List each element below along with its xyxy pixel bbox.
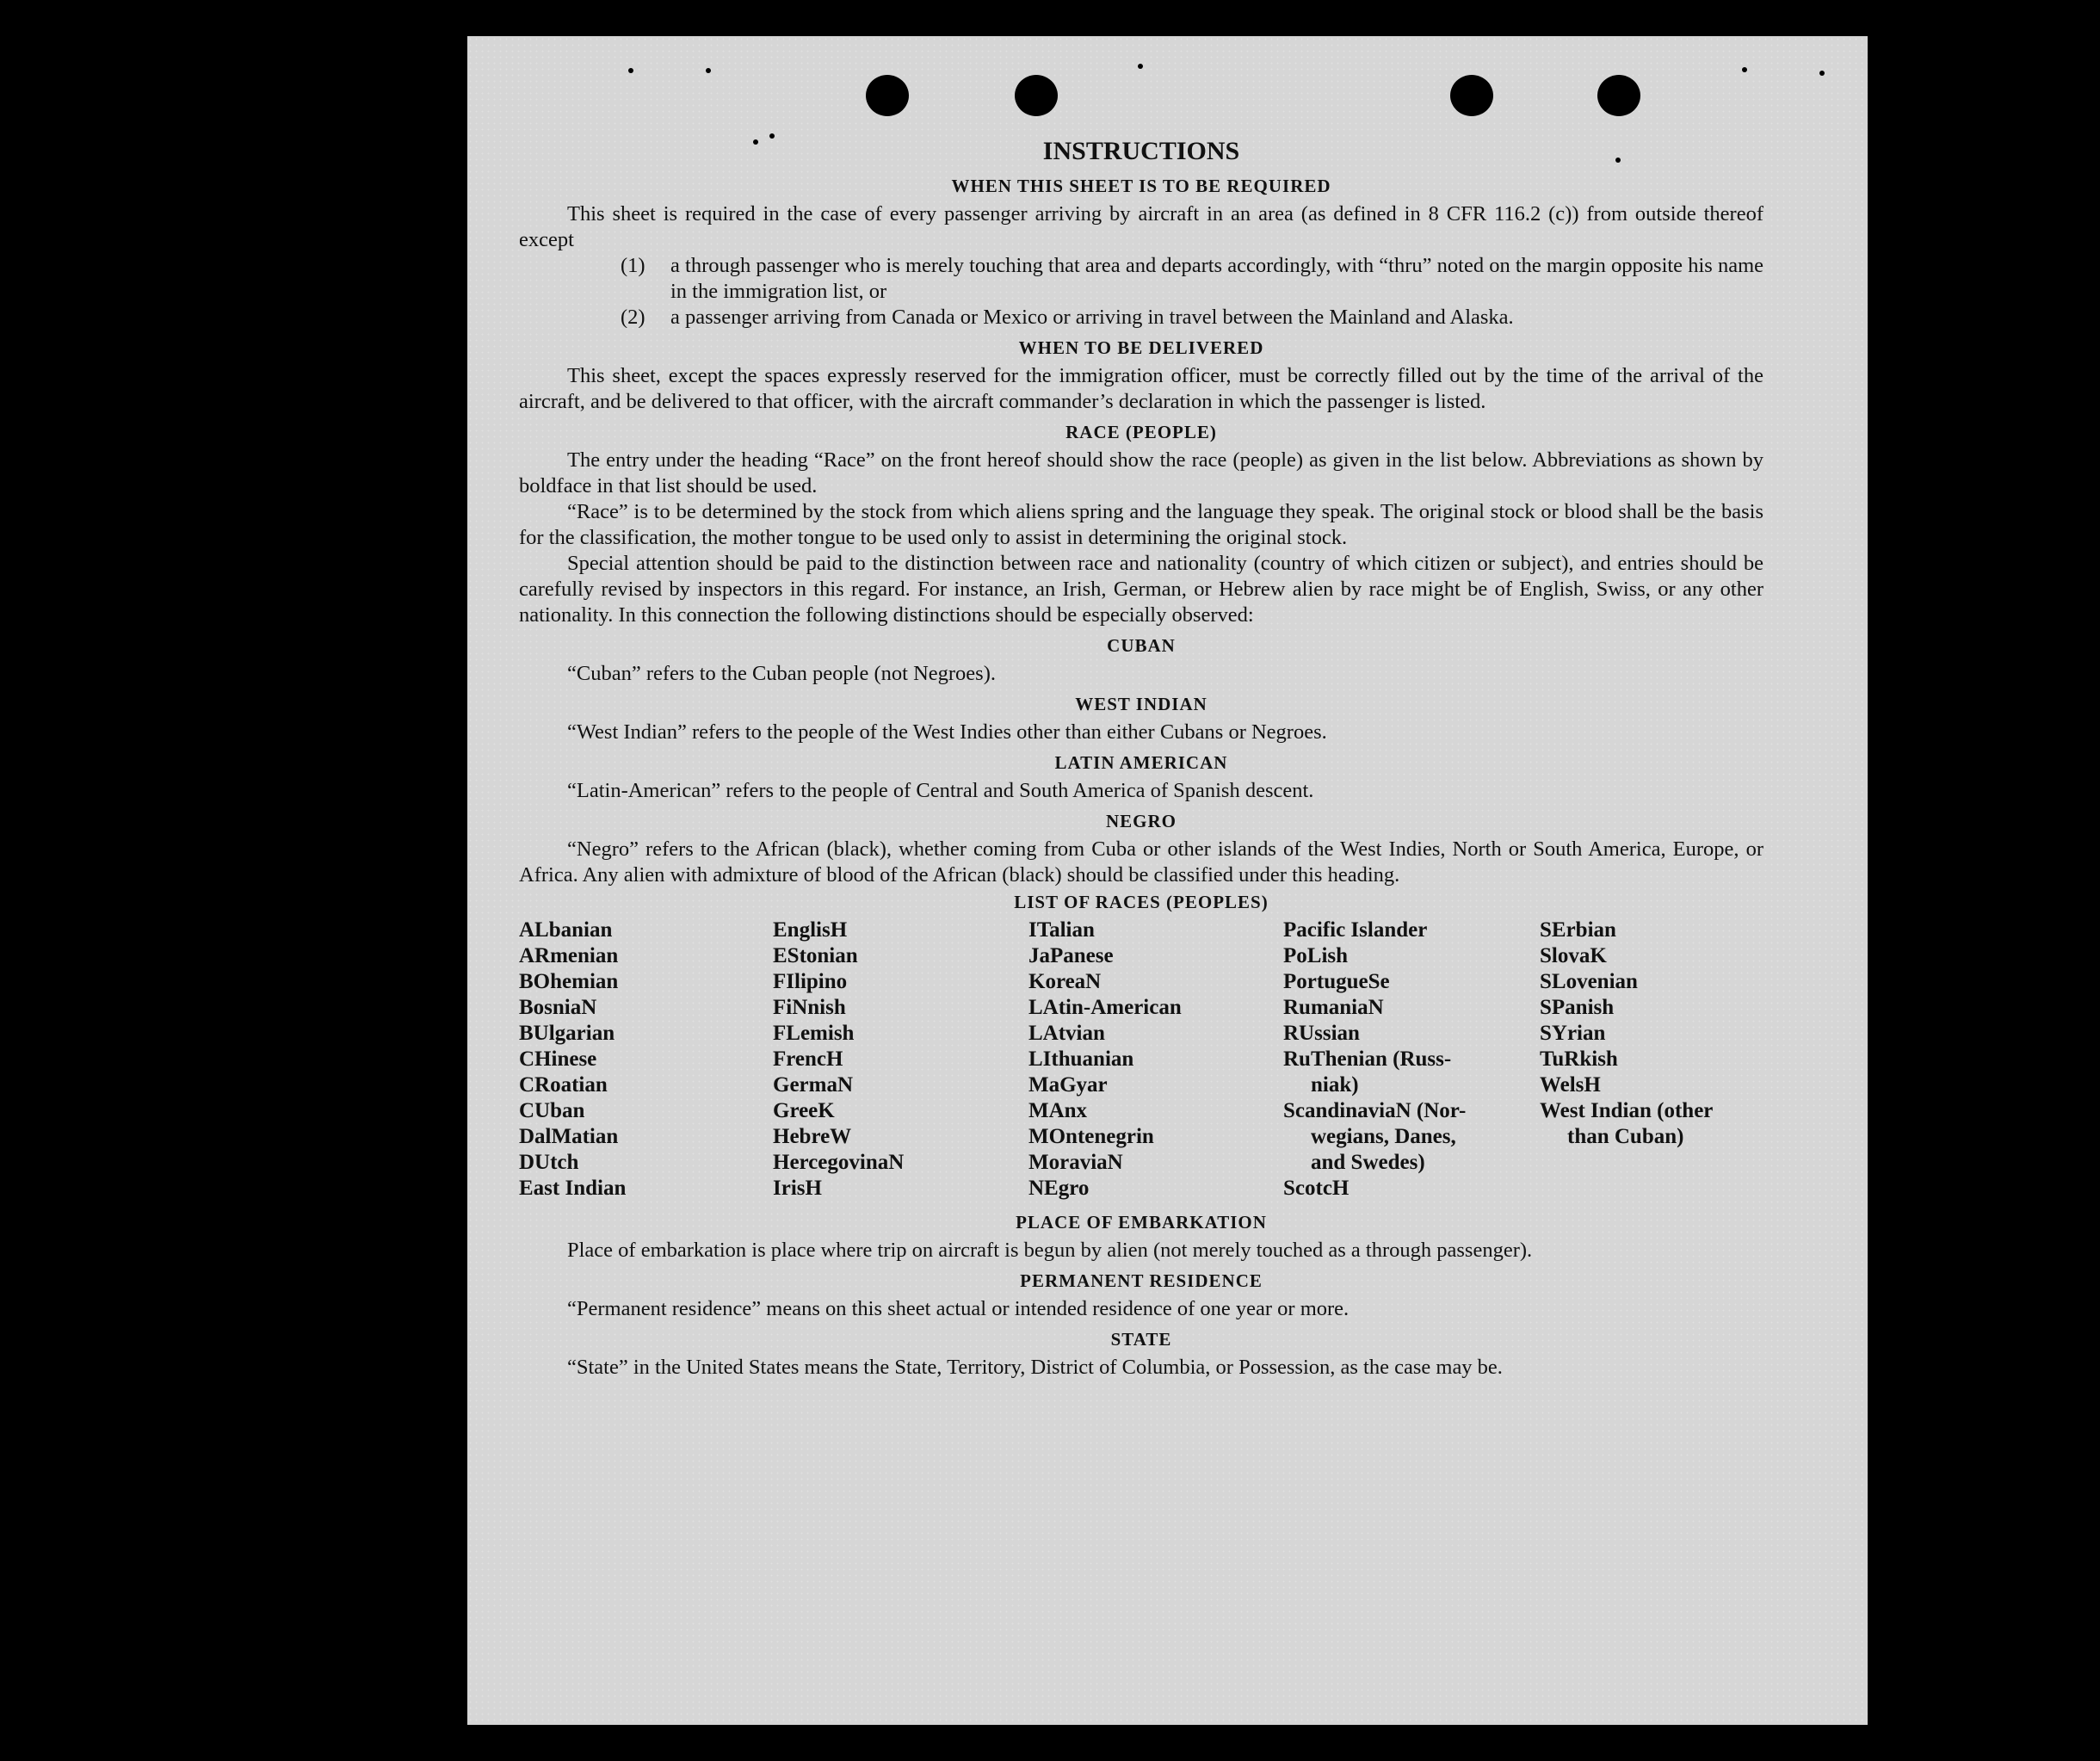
document-sheet <box>467 36 1868 1725</box>
race-entry: EStonian <box>773 944 858 967</box>
races-column-3 <box>1028 918 1283 1202</box>
section-heading-when-required: WHEN THIS SHEET IS TO BE REQUIRED <box>951 176 1331 196</box>
punch-hole <box>1450 75 1493 116</box>
race-entry: LAtvian <box>1028 1022 1105 1045</box>
race-entry: Pacific Islander <box>1283 918 1428 942</box>
race-entry: MOntenegrin <box>1028 1125 1154 1148</box>
section-heading-cuban: CUBAN <box>1107 635 1176 656</box>
race-entry: DalMatian <box>519 1125 619 1148</box>
race-entry: RUssian <box>1283 1022 1360 1045</box>
race-entry: RuThenian (Russ- <box>1283 1047 1452 1071</box>
race-entry-continued: and Swedes) <box>1311 1151 1425 1174</box>
race-entry: HercegovinaN <box>773 1151 905 1174</box>
race-entry-continued: wegians, Danes, <box>1311 1125 1456 1148</box>
race-entry: LIthuanian <box>1028 1047 1134 1071</box>
when-required-intro: This sheet is required in the case of every passenger arriving by aircraft in an area (as defined in 8 CFR 116.2 (c)) from outside thereof except <box>519 202 1763 251</box>
speck <box>628 68 633 73</box>
race-entry: ALbanian <box>519 918 613 942</box>
item-number: (1) <box>621 254 645 277</box>
race-paragraph-1: The entry under the heading “Race” on the front hereof should show the race (people) as given in the list below. Abbreviations as shown by boldface in that list should be used. <box>519 448 1763 497</box>
race-entry: DUtch <box>519 1151 579 1174</box>
section-heading-when-delivered: WHEN TO BE DELIVERED <box>1018 337 1264 358</box>
race-entry: MaGyar <box>1028 1073 1108 1097</box>
section-heading-list-of-races: LIST OF RACES (PEOPLES) <box>1014 892 1269 912</box>
page-title: INSTRUCTIONS <box>1042 137 1240 165</box>
races-column-4 <box>1283 918 1540 1202</box>
races-list <box>519 918 1763 1202</box>
negro-text: “Negro” refers to the African (black), whether coming from Cuba or other islands of the West Indies, North or South America, Europe, or Africa. Any alien with admixture of blood of the African (black) should be classified under this heading. <box>519 837 1763 887</box>
race-entry: SErbian <box>1540 918 1616 942</box>
race-entry: PortugueSe <box>1283 970 1390 993</box>
race-entry: BOhemian <box>519 970 619 993</box>
race-entry: SlovaK <box>1540 944 1607 967</box>
section-heading-west-indian: WEST INDIAN <box>1075 694 1208 714</box>
when-delivered-text: This sheet, except the spaces expressly reserved for the immigration officer, must be correctly filled out by the time of the arrival of the aircraft, and be delivered to that officer, with the aircraft commander’s declaration in which the passenger is listed. <box>519 364 1763 413</box>
speck <box>1138 64 1143 69</box>
race-entry: BosniaN <box>519 996 597 1019</box>
race-entry: FIlipino <box>773 970 848 993</box>
race-entry: FLemish <box>773 1022 855 1045</box>
race-entry: RumaniaN <box>1283 996 1384 1019</box>
race-entry: ScandinaviaN (Nor- <box>1283 1099 1467 1122</box>
speck <box>1819 71 1825 76</box>
races-column-1 <box>519 918 773 1202</box>
race-entry: SLovenian <box>1540 970 1638 993</box>
race-paragraph-2: “Race” is to be determined by the stock from which aliens spring and the language they speak. The original stock or blood shall be the basis for the classification, the mother tongue to be used only to assist in determining the original stock. <box>519 500 1763 549</box>
race-entry: TuRkish <box>1540 1047 1618 1071</box>
punch-hole <box>1597 75 1640 116</box>
race-entry: FiNnish <box>773 996 846 1019</box>
race-entry: BUlgarian <box>519 1022 615 1045</box>
race-entry: FrencH <box>773 1047 843 1071</box>
item-text: a passenger arriving from Canada or Mexico or arriving in travel between the Mainland and Alaska. <box>670 306 1514 329</box>
race-entry-continued: than Cuban) <box>1567 1125 1684 1148</box>
race-entry: CUban <box>519 1099 585 1122</box>
race-entry: ScotcH <box>1283 1177 1350 1200</box>
race-entry: PoLish <box>1283 944 1349 967</box>
race-entry: ARmenian <box>519 944 619 967</box>
speck <box>1742 67 1747 72</box>
section-heading-place-of-embarkation: PLACE OF EMBARKATION <box>1016 1212 1267 1233</box>
race-entry: MAnx <box>1028 1099 1088 1122</box>
exception-item <box>621 305 1763 331</box>
section-heading-latin-american: LATIN AMERICAN <box>1054 752 1228 773</box>
instructions-content <box>519 134 1763 1381</box>
race-entry: MoraviaN <box>1028 1151 1123 1174</box>
speck <box>706 68 711 73</box>
item-text: a through passenger who is merely touching that area and departs accordingly, with “thru” noted on the margin opposite his name in the immigration list, or <box>670 254 1763 303</box>
race-entry: ITalian <box>1028 918 1095 942</box>
race-entry: GreeK <box>773 1099 835 1122</box>
section-heading-state: STATE <box>1110 1329 1172 1350</box>
section-heading-race: RACE (PEOPLE) <box>1065 422 1217 442</box>
race-entry: West Indian (other <box>1540 1099 1714 1122</box>
race-entry: EnglisH <box>773 918 848 942</box>
race-entry: GermaN <box>773 1073 854 1097</box>
section-heading-permanent-residence: PERMANENT RESIDENCE <box>1020 1270 1263 1291</box>
race-paragraph-3: Special attention should be paid to the distinction between race and nationality (country of which citizen or subject), and entries should be carefully revised by inspectors in this regard. For instance, an Irish, German, or Hebrew alien by race might be of English, Swiss, or any other nationality. In this connection the following distinctions should be especially observed: <box>519 552 1763 627</box>
race-entry: HebreW <box>773 1125 852 1148</box>
race-entry: IrisH <box>773 1177 822 1200</box>
cuban-text: “Cuban” refers to the Cuban people (not Negroes). <box>567 662 996 685</box>
place-of-embarkation-text: Place of embarkation is place where trip on aircraft is begun by alien (not merely touched as a through passenger). <box>567 1239 1533 1262</box>
state-text: “State” in the United States means the State, Territory, District of Columbia, or Possession, as the case may be. <box>567 1356 1503 1379</box>
race-entry-continued: niak) <box>1311 1073 1359 1097</box>
exception-item <box>621 253 1763 305</box>
punch-hole <box>866 75 909 116</box>
race-entry: JaPanese <box>1028 944 1114 967</box>
race-entry: SYrian <box>1540 1022 1606 1045</box>
race-entry: WelsH <box>1540 1073 1601 1097</box>
west-indian-text: “West Indian” refers to the people of the West Indies other than either Cubans or Negroes. <box>567 720 1327 744</box>
section-heading-negro: NEGRO <box>1105 811 1177 831</box>
punch-hole <box>1015 75 1058 116</box>
races-column-2 <box>773 918 1028 1202</box>
latin-american-text: “Latin-American” refers to the people of Central and South America of Spanish descent. <box>567 779 1314 802</box>
race-entry: CHinese <box>519 1047 597 1071</box>
race-entry: CRoatian <box>519 1073 608 1097</box>
race-entry: NEgro <box>1028 1177 1090 1200</box>
race-entry: LAtin-American <box>1028 996 1182 1019</box>
permanent-residence-text: “Permanent residence” means on this sheet actual or intended residence of one year or more. <box>567 1297 1350 1320</box>
race-entry: SPanish <box>1540 996 1615 1019</box>
race-entry: East Indian <box>519 1177 627 1200</box>
race-entry: KoreaN <box>1028 970 1102 993</box>
item-number: (2) <box>621 306 645 329</box>
races-column-5 <box>1540 918 1763 1202</box>
